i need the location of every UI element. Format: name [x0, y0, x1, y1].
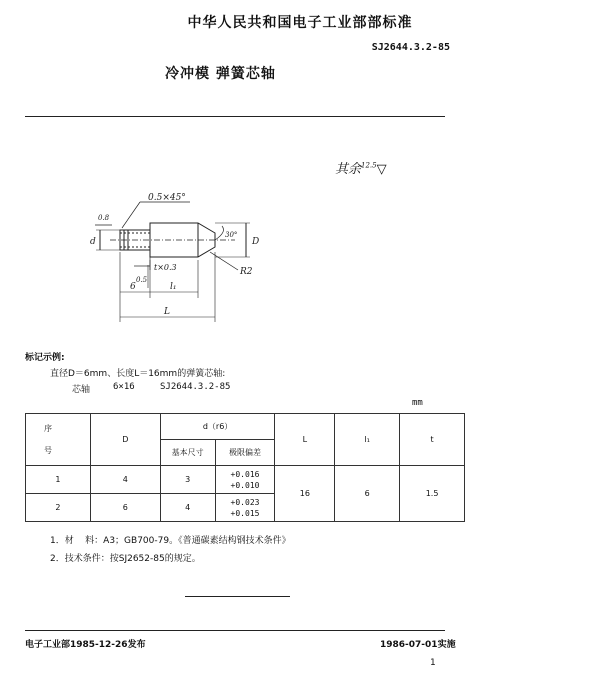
- dim-L-label: L: [164, 307, 170, 317]
- header-d-basic: 基本尺寸: [160, 440, 215, 466]
- small-dim-label: 0.5: [136, 276, 148, 284]
- end-rule: [185, 596, 290, 597]
- header-D: D: [90, 414, 160, 466]
- effective-date: 1986-07-01实施: [380, 640, 456, 650]
- dim-l1-label: l₁: [170, 282, 177, 292]
- t-value: 1.5: [400, 466, 465, 522]
- D-label: D: [252, 237, 260, 247]
- thread-length-label: t×0.3: [154, 263, 177, 272]
- roughness-prefix: 其余: [335, 162, 362, 177]
- dim-6-label: 6: [130, 282, 136, 292]
- radius-label: R2: [240, 267, 253, 277]
- table-unit: mm: [412, 398, 423, 408]
- table-row: 2 6 4 +0.023 +0.015: [26, 494, 465, 522]
- chamfer-label: 0.5×45°: [148, 193, 186, 203]
- spring-mandrel-drawing: [70, 190, 290, 330]
- issued-date: 电子工业部1985-12-26发布: [25, 640, 146, 650]
- d-label: d: [90, 237, 96, 247]
- marking-line1: 直径D＝6mm、长度L＝16mm的弹簧芯轴:: [50, 369, 226, 379]
- roughness-note: [335, 158, 387, 177]
- header-L: L: [275, 414, 335, 466]
- document-title: 冷冲模 弹簧芯轴: [165, 66, 276, 82]
- marking-example-std: SJ2644.3.2-85: [160, 382, 231, 392]
- issuer-title: 中华人民共和国电子工业部部标准: [187, 15, 413, 31]
- header-d-tol: 极限偏差: [215, 440, 275, 466]
- marking-example-size: 6×16: [113, 382, 135, 392]
- marking-heading: 标记示例:: [25, 353, 65, 363]
- table-row: 1 4 3 +0.016 +0.010 16 6 1.5: [26, 466, 465, 494]
- footer-rule: [25, 630, 445, 631]
- finish-label: 0.8: [98, 214, 110, 222]
- page-number: 1: [430, 658, 436, 668]
- roughness-triangle-icon: ▽: [376, 162, 387, 177]
- l1-value: 6: [335, 466, 400, 522]
- header-l1: l₁: [335, 414, 400, 466]
- header-t: t: [400, 414, 465, 466]
- standard-number: SJ2644.3.2-85: [371, 42, 450, 53]
- header-seq: 序 号: [26, 414, 91, 466]
- marking-example-name: 芯轴: [72, 385, 91, 395]
- header-rule: [25, 116, 445, 117]
- L-value: 16: [275, 466, 335, 522]
- roughness-value: 12.5: [361, 161, 377, 170]
- angle-label: 30°: [225, 231, 238, 239]
- note-material: 1．材 料：A3；GB700-79。《普通碳素结构钢技术条件》: [50, 536, 291, 546]
- note-technical: 2．技术条件：按SJ2652-85的规定。: [50, 554, 201, 564]
- header-d: d（r6）: [160, 414, 275, 440]
- dimensions-table: [25, 413, 465, 522]
